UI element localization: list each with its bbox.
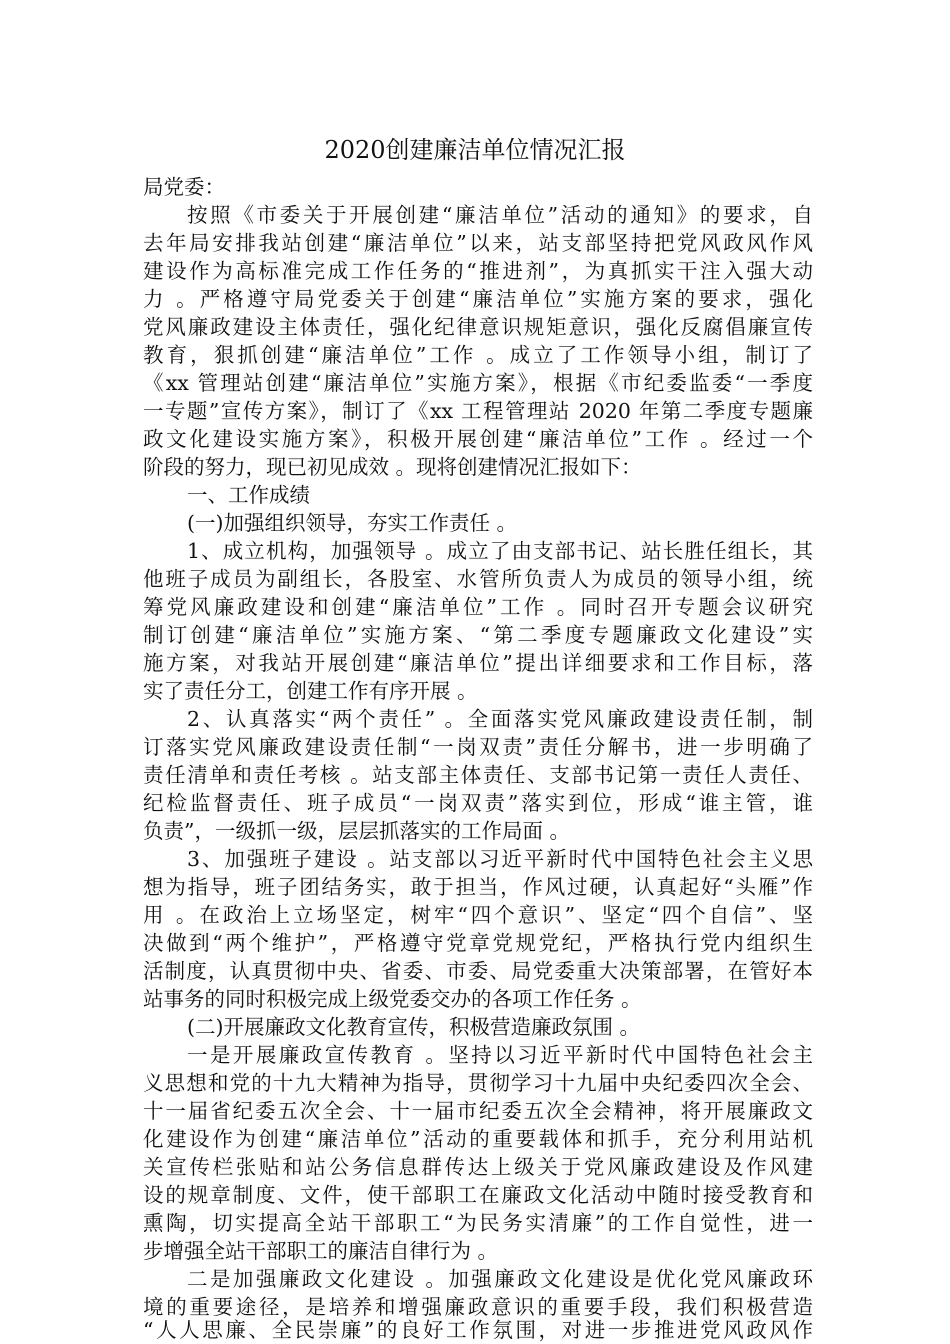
text-line: 一是开展廉政宣传教育 。坚持以习近平新时代中国特色社会主	[187, 1043, 813, 1067]
text-line: 实了责任分工，创建工作有序开展 。	[143, 679, 478, 703]
text-line: 义思想和党的十九大精神为指导，贯彻学习十九届中央纪委四次全会、	[143, 1071, 813, 1095]
text-line: 二是加强廉政文化建设 。加强廉政文化建设是优化党风廉政环	[187, 1267, 813, 1291]
text-line: 建设作为高标准完成工作任务的“推进剂”，为真抓实干注入强大动	[143, 259, 813, 283]
text-line: 责任清单和责任考核 。站支部主体责任、支部书记第一责任人责任、	[143, 763, 813, 787]
text-line: 站事务的同时积极完成上级党委交办的各项工作任务 。	[143, 987, 642, 1011]
text-line: 纪检监督责任、班子成员“一岗双责”落实到位，形成“谁主管，谁	[143, 791, 813, 815]
text-line: 3、加强班子建设 。站支部以习近平新时代中国特色社会主义思	[187, 847, 813, 871]
text-line: 负责”，一级抓一级，层层抓落实的工作局面 。	[143, 819, 570, 843]
text-line: 他班子成员为副组长，各股室、水管所负责人为成员的领导小组，统	[143, 567, 813, 591]
subsection-heading: (一)加强组织领导，夯实工作责任 。	[187, 511, 518, 535]
text-line: 用 。在政治上立场坚定，树牢“四个意识”、坚定“四个自信”、坚	[143, 903, 813, 927]
text-line: 按照《市委关于开展创建“廉洁单位”活动的通知》的要求，自	[187, 203, 813, 227]
text-line: 设的规章制度、文件，使干部职工在廉政文化活动中随时接受教育和	[143, 1183, 813, 1207]
document-title: 2020创建廉洁单位情况汇报	[324, 136, 626, 164]
text-line: 化建设作为创建“廉洁单位”活动的重要载体和抓手，充分利用站机	[143, 1127, 813, 1151]
subsection-heading: (二)开展廉政文化教育宣传，积极营造廉政氛围 。	[187, 1015, 641, 1039]
text-line: 想为指导，班子团结务实，敢于担当，作风过硬，认真起好“头雁”作	[143, 875, 813, 899]
text-line: 政文化建设实施方案》，积极开展创建“廉洁单位”工作 。经过一个	[143, 427, 813, 451]
text-line: 决做到“两个维护”，严格遵守党章党规党纪，严格执行党内组织生	[143, 931, 813, 955]
text-line: 阶段的努力，现已初见成效 。现将创建情况汇报如下：	[143, 455, 642, 479]
salutation-line: 局党委：	[143, 175, 225, 199]
text-line: 筹党风廉政建设和创建“廉洁单位”工作 。同时召开专题会议研究	[143, 595, 813, 619]
text-line: 一专题”宣传方案》，制订了《xx 工程管理站 2020 年第二季度专题廉	[143, 399, 813, 423]
text-line: 党风廉政建设主体责任，强化纪律意识规矩意识，强化反腐倡廉宣传	[143, 315, 813, 339]
text-line: 去年局安排我站创建“廉洁单位”以来，站支部坚持把党风政风作风	[143, 231, 813, 255]
text-line: “人人思廉、全民崇廉”的良好工作氛围，对进一步推进党风政风作	[143, 1318, 813, 1342]
text-line: 境的重要途径，是培养和增强廉政意识的重要手段，我们积极营造	[143, 1295, 813, 1319]
text-line: 步增强全站干部职工的廉洁自律行为 。	[143, 1239, 499, 1263]
text-line: 制订创建“廉洁单位”实施方案、“第二季度专题廉政文化建设”实	[143, 623, 813, 647]
text-line: 2、认真落实“两个责任” 。全面落实党风廉政建设责任制，制	[187, 707, 813, 731]
text-line: 力 。严格遵守局党委关于创建“廉洁单位”实施方案的要求，强化	[143, 287, 813, 311]
text-line: 熏陶，切实提高全站干部职工“为民务实清廉”的工作自觉性，进一	[143, 1211, 813, 1235]
text-line: 活制度，认真贯彻中央、省委、市委、局党委重大决策部署，在管好本	[143, 959, 813, 983]
text-line: 教育，狠抓创建“廉洁单位”工作 。成立了工作领导小组，制订了	[143, 343, 813, 367]
text-line: 订落实党风廉政建设责任制“一岗双责”责任分解书，进一步明确了	[143, 735, 813, 759]
text-line: 《xx 管理站创建“廉洁单位”实施方案》，根据《市纪委监委“一季度	[143, 371, 813, 395]
section-heading: 一、工作成绩	[187, 483, 310, 507]
text-line: 施方案，对我站开展创建“廉洁单位”提出详细要求和工作目标，落	[143, 651, 813, 675]
text-line: 关宣传栏张贴和站公务信息群传达上级关于党风廉政建设及作风建	[143, 1155, 813, 1179]
text-line: 十一届省纪委五次全会、十一届市纪委五次全会精神，将开展廉政文	[143, 1099, 813, 1123]
text-line: 1、成立机构，加强领导 。成立了由支部书记、站长胜任组长，其	[187, 539, 813, 563]
